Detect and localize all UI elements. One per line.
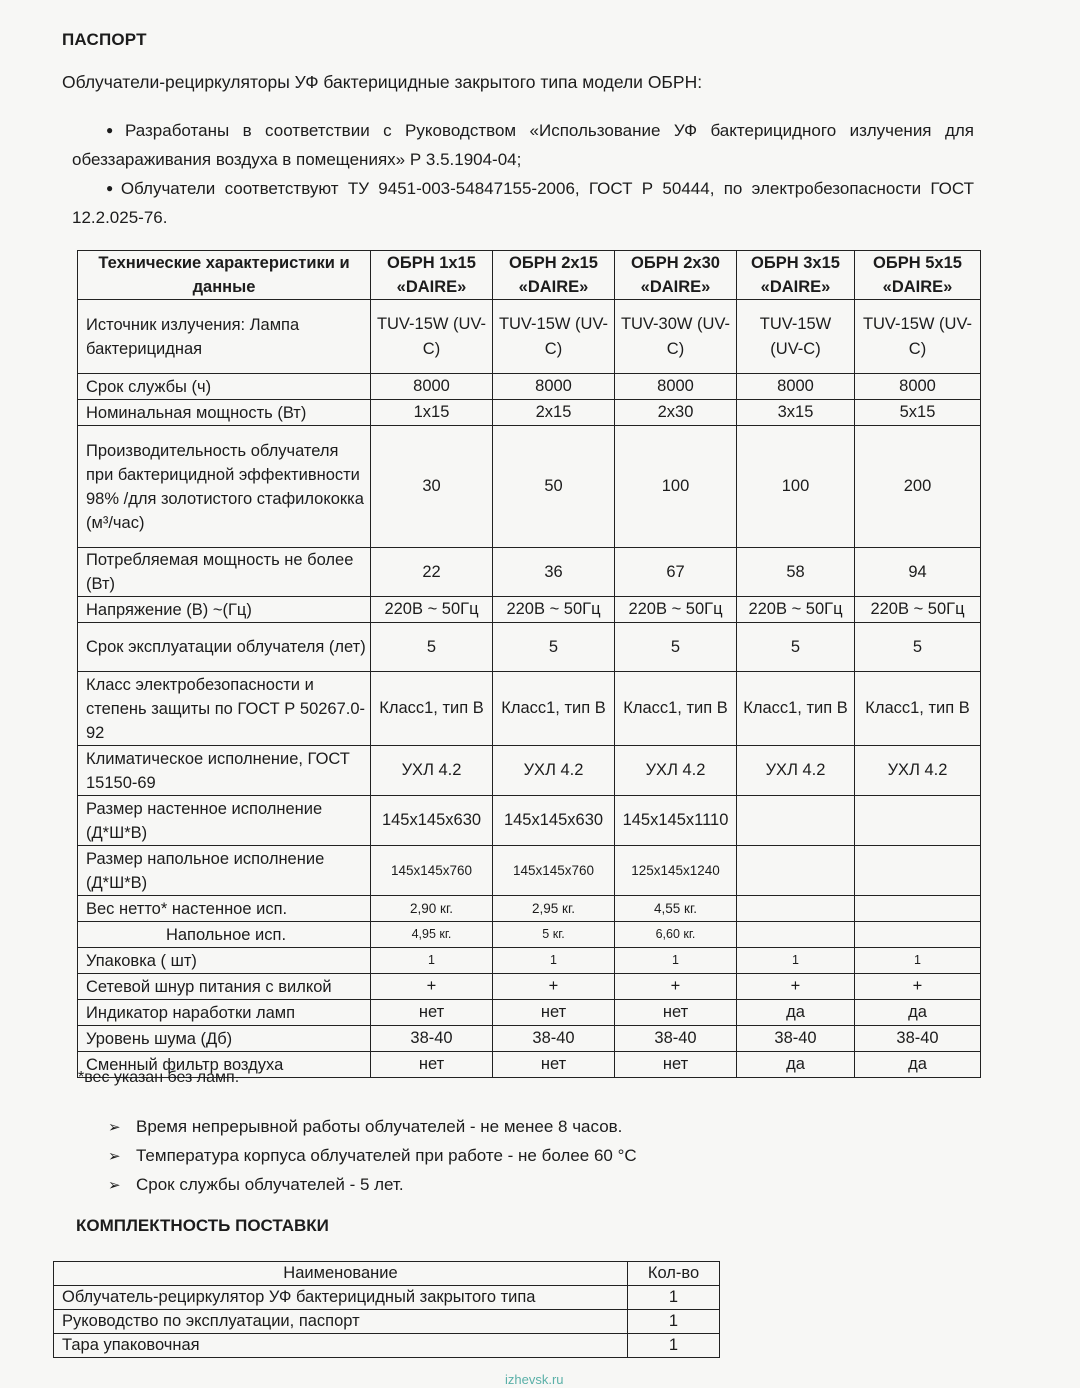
spec-cell: TUV-15W (UV-C) — [371, 300, 493, 374]
facts-list — [108, 1112, 637, 1199]
spec-cell — [855, 846, 981, 896]
kit-section-title: КОМПЛЕКТНОСТЬ ПОСТАВКИ — [76, 1216, 329, 1235]
spec-cell: TUV-15W (UV-C) — [855, 300, 981, 374]
fact-item: ➢ Время непрерывной работы облучателей - не менее 8 часов. — [108, 1112, 637, 1141]
spec-cell: 5 кг. — [493, 922, 615, 948]
spec-cell: 38-40 — [371, 1026, 493, 1052]
spec-row — [78, 796, 981, 846]
spec-row — [78, 548, 981, 597]
arrow-bullet-icon: ➢ — [108, 1177, 121, 1194]
spec-cell — [737, 796, 855, 846]
spec-row-label: Размер напольное исполнение (Д*Ш*В) — [78, 846, 371, 896]
spec-cell: TUV-15W (UV-C) — [737, 300, 855, 374]
spec-cell: 38-40 — [493, 1026, 615, 1052]
kit-item-qty: 1 — [628, 1334, 720, 1358]
spec-row-label: Уровень шума (Дб) — [78, 1026, 371, 1052]
spec-row — [78, 948, 981, 974]
spec-row-label: Климатическое исполнение, ГОСТ 15150-69 — [78, 746, 371, 796]
spec-cell: 22 — [371, 548, 493, 597]
arrow-bullet-icon: ➢ — [108, 1119, 121, 1136]
model-header-5: ОБРН 5х15 «DAIRE» — [855, 251, 981, 300]
spec-cell: Класс1, тип В — [737, 672, 855, 746]
spec-cell: 145х145х760 — [371, 846, 493, 896]
spec-row — [78, 974, 981, 1000]
kit-item-qty: 1 — [628, 1286, 720, 1310]
model-header-2: ОБРН 2х15 «DAIRE» — [493, 251, 615, 300]
spec-row — [78, 374, 981, 400]
spec-cell: 1х15 — [371, 400, 493, 426]
spec-cell: + — [615, 974, 737, 1000]
spec-cell: Класс1, тип В — [493, 672, 615, 746]
spec-table — [77, 250, 981, 1078]
spec-cell: 5 — [371, 623, 493, 672]
spec-cell: да — [855, 1000, 981, 1026]
spec-cell: УХЛ 4.2 — [371, 746, 493, 796]
spec-cell: 5 — [737, 623, 855, 672]
model-header-1: ОБРН 1х15 «DAIRE» — [371, 251, 493, 300]
document-subtitle: Облучатели-рециркуляторы УФ бактерицидные закрытого типа модели ОБРН: — [62, 72, 703, 92]
spec-cell: + — [855, 974, 981, 1000]
spec-cell: да — [737, 1000, 855, 1026]
spec-cell: 5 — [855, 623, 981, 672]
spec-cell: 220В ~ 50Гц — [855, 597, 981, 623]
spec-cell: 30 — [371, 426, 493, 548]
spec-header-label: Технические характеристики и данные — [78, 251, 371, 300]
spec-cell: 220В ~ 50Гц — [371, 597, 493, 623]
model-header-4: ОБРН 3х15 «DAIRE» — [737, 251, 855, 300]
spec-row — [78, 623, 981, 672]
spec-cell: Класс1, тип В — [855, 672, 981, 746]
spec-cell: УХЛ 4.2 — [493, 746, 615, 796]
bullet-item: ● Облучатели соответствуют ТУ 9451-003-54847155-2006, ГОСТ Р 50444, по электробезопасности ГОСТ 12.2.025-76. — [72, 179, 975, 227]
spec-cell: 200 — [855, 426, 981, 548]
kit-item-name: Облучатель-рециркулятор УФ бактерицидный закрытого типа — [54, 1286, 628, 1310]
spec-cell: 2х15 — [493, 400, 615, 426]
spec-row — [78, 846, 981, 896]
model-header-3: ОБРН 2х30 «DAIRE» — [615, 251, 737, 300]
spec-header-row — [78, 251, 981, 300]
spec-cell: 1 — [615, 948, 737, 974]
spec-row-label: Упаковка ( шт) — [78, 948, 371, 974]
spec-cell: 5 — [615, 623, 737, 672]
spec-cell: нет — [371, 1052, 493, 1078]
spec-cell: 125х145х1240 — [615, 846, 737, 896]
spec-row-label: Индикатор наработки ламп — [78, 1000, 371, 1026]
spec-cell: 220В ~ 50Гц — [737, 597, 855, 623]
spec-row-label: Источник излучения: Лампа бактерицидная — [78, 300, 371, 374]
spec-row-label: Срок эксплуатации облучателя (лет) — [78, 623, 371, 672]
kit-header-name: Наименование — [54, 1262, 628, 1286]
spec-cell: 38-40 — [855, 1026, 981, 1052]
spec-cell: 220В ~ 50Гц — [615, 597, 737, 623]
kit-row — [54, 1286, 720, 1310]
spec-cell: 5 — [493, 623, 615, 672]
bullet-icon: ● — [106, 123, 122, 137]
weight-note: *вес указан без ламп. — [78, 1069, 240, 1086]
spec-cell: TUV-15W (UV-C) — [493, 300, 615, 374]
spec-cell: УХЛ 4.2 — [615, 746, 737, 796]
spec-row-label: Напольное исп. — [78, 922, 371, 948]
spec-cell: 2х30 — [615, 400, 737, 426]
spec-row-label: Номинальная мощность (Вт) — [78, 400, 371, 426]
spec-cell: 3х15 — [737, 400, 855, 426]
document-title: ПАСПОРТ — [62, 30, 147, 49]
kit-header-row — [54, 1262, 720, 1286]
spec-cell: 1 — [737, 948, 855, 974]
kit-item-name: Руководство по эксплуатации, паспорт — [54, 1310, 628, 1334]
spec-row-label: Размер настенное исполнение (Д*Ш*В) — [78, 796, 371, 846]
spec-cell: TUV-30W (UV-C) — [615, 300, 737, 374]
spec-cell: 8000 — [493, 374, 615, 400]
kit-item-qty: 1 — [628, 1310, 720, 1334]
spec-cell: + — [493, 974, 615, 1000]
spec-cell — [855, 796, 981, 846]
watermark: izhevsk.ru — [505, 1372, 564, 1387]
spec-cell: 145х145х630 — [493, 796, 615, 846]
spec-cell: 8000 — [371, 374, 493, 400]
spec-cell: + — [737, 974, 855, 1000]
spec-cell: 1 — [855, 948, 981, 974]
spec-cell: + — [371, 974, 493, 1000]
spec-row — [78, 1026, 981, 1052]
spec-cell — [737, 846, 855, 896]
spec-row — [78, 400, 981, 426]
spec-row — [78, 746, 981, 796]
spec-cell: УХЛ 4.2 — [737, 746, 855, 796]
bullet-icon: ● — [106, 181, 118, 195]
compliance-bullets — [72, 116, 974, 232]
spec-cell — [737, 896, 855, 922]
spec-cell: 6,60 кг. — [615, 922, 737, 948]
spec-cell: 2,90 кг. — [371, 896, 493, 922]
spec-cell: 38-40 — [737, 1026, 855, 1052]
spec-cell: 145х145х760 — [493, 846, 615, 896]
kit-item-name: Тара упаковочная — [54, 1334, 628, 1358]
spec-cell: 4,95 кг. — [371, 922, 493, 948]
spec-row — [78, 1000, 981, 1026]
spec-row-label: Производительность облучателя при бактерицидной эффективности 98% /для золотистого стафилококка (м³/час) — [78, 426, 371, 548]
kit-table — [53, 1261, 720, 1358]
spec-cell: 67 — [615, 548, 737, 597]
fact-item: ➢ Температура корпуса облучателей при работе - не более 60 °С — [108, 1141, 637, 1170]
spec-cell: да — [855, 1052, 981, 1078]
spec-row — [78, 672, 981, 746]
spec-row-label: Потребляемая мощность не более (Вт) — [78, 548, 371, 597]
spec-cell: 100 — [615, 426, 737, 548]
spec-cell — [855, 922, 981, 948]
spec-cell: 220В ~ 50Гц — [493, 597, 615, 623]
spec-cell: нет — [493, 1052, 615, 1078]
spec-row-label: Сменный фильтр воздуха — [78, 1052, 371, 1078]
spec-cell: Класс1, тип В — [371, 672, 493, 746]
spec-row-label: Напряжение (В) ~(Гц) — [78, 597, 371, 623]
spec-cell — [855, 896, 981, 922]
spec-cell: 1 — [371, 948, 493, 974]
spec-cell: нет — [371, 1000, 493, 1026]
arrow-bullet-icon: ➢ — [108, 1148, 121, 1165]
spec-cell: Класс1, тип В — [615, 672, 737, 746]
kit-header-qty: Кол-во — [628, 1262, 720, 1286]
spec-cell: 58 — [737, 548, 855, 597]
spec-cell: УХЛ 4.2 — [855, 746, 981, 796]
spec-cell: 100 — [737, 426, 855, 548]
spec-cell: 2,95 кг. — [493, 896, 615, 922]
kit-row — [54, 1334, 720, 1358]
spec-cell: нет — [493, 1000, 615, 1026]
spec-row — [78, 597, 981, 623]
spec-row — [78, 922, 981, 948]
spec-row-label: Сетевой шнур питания с вилкой — [78, 974, 371, 1000]
spec-cell: 94 — [855, 548, 981, 597]
spec-cell: 8000 — [737, 374, 855, 400]
spec-cell: 145х145х630 — [371, 796, 493, 846]
bullet-item: ● Разработаны в соответствии с Руководством «Использование УФ бактерицидного излучения для обеззараживания воздуха в помещениях» Р 3.5.1904-04; — [72, 121, 974, 169]
spec-cell: 8000 — [615, 374, 737, 400]
spec-cell: 1 — [493, 948, 615, 974]
fact-item: ➢ Срок службы облучателей - 5 лет. — [108, 1170, 637, 1199]
spec-cell: 50 — [493, 426, 615, 548]
spec-cell: нет — [615, 1000, 737, 1026]
spec-row — [78, 426, 981, 548]
kit-row — [54, 1310, 720, 1334]
spec-row — [78, 896, 981, 922]
spec-cell: нет — [615, 1052, 737, 1078]
spec-cell: 145х145х1110 — [615, 796, 737, 846]
spec-cell: да — [737, 1052, 855, 1078]
spec-cell — [737, 922, 855, 948]
spec-row-label: Класс электробезопасности и степень защиты по ГОСТ Р 50267.0-92 — [78, 672, 371, 746]
spec-row-label: Срок службы (ч) — [78, 374, 371, 400]
spec-cell: 38-40 — [615, 1026, 737, 1052]
spec-row — [78, 300, 981, 374]
spec-cell: 36 — [493, 548, 615, 597]
spec-row-label: Вес нетто* настенное исп. — [78, 896, 371, 922]
spec-cell: 8000 — [855, 374, 981, 400]
spec-cell: 5х15 — [855, 400, 981, 426]
spec-cell: 4,55 кг. — [615, 896, 737, 922]
